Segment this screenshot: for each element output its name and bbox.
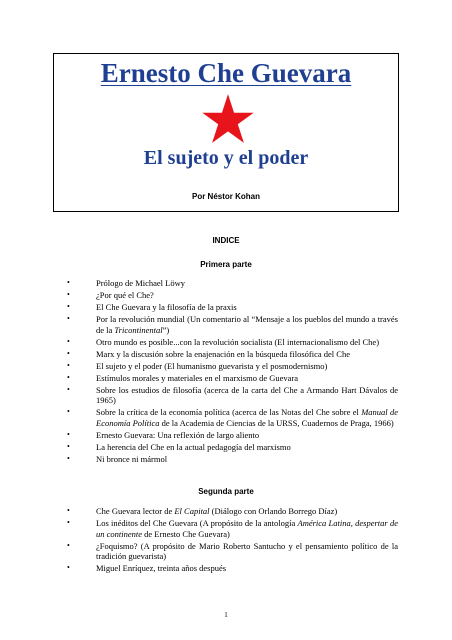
toc-item-text: ¿Por qué el Che? [96, 290, 154, 300]
red-star-icon [201, 93, 255, 147]
bullet-icon: • [67, 506, 70, 515]
toc-item-italic-title: Manual de Economía Política [96, 407, 398, 428]
toc-item-text: Por la revolución mundial (Un comentario al “Mensaje a los pueblos del mundo a través de la [96, 314, 398, 335]
bullet-icon: • [67, 290, 70, 299]
toc-item-text: Otro mundo es posible...con la revolución socialista (El internacionalismo del Che) [96, 336, 380, 347]
toc-item-text: Marx y la discusión sobre la enajenación en la búsqueda filosófica del Che [96, 348, 350, 359]
bullet-icon: • [67, 314, 70, 323]
index-heading: INDICE [212, 236, 240, 245]
toc-item-text: ¿Foquismo? (A propósito de Mario Roberto Santucho y el pensamiento político de la tradición guevarista) [96, 540, 398, 561]
toc-item-text-tail: (Diálogo con Orlando Borrego Díaz) [209, 506, 338, 516]
toc-item [67, 407, 398, 428]
toc-item-text: Ernesto Guevara: Una reflexión de largo aliento [96, 429, 260, 440]
title-box [53, 53, 399, 212]
toc-item-italic-title: El Capital [174, 506, 210, 516]
toc-item [67, 372, 398, 384]
page-number: 1 [224, 611, 228, 619]
toc-item-text: Miguel Enríquez, treinta años después [96, 563, 227, 573]
toc-item [67, 348, 398, 360]
book-title: Ernesto Che Guevara [100, 58, 352, 88]
toc-item-text: Che Guevara lector de [96, 506, 175, 516]
bullet-icon: • [67, 441, 70, 451]
toc-item [67, 563, 398, 574]
bullet-icon: • [67, 540, 70, 550]
toc-item-text: El sujeto y el poder (El humanismo guevarista y el posmodernismo) [96, 360, 328, 371]
bullet-icon: • [67, 348, 70, 358]
toc-item-text: Prólogo de Michael Löwy [96, 278, 185, 288]
bullet-icon: • [67, 563, 70, 572]
bullet-icon: • [67, 407, 70, 416]
toc-item-text: La herencia del Che en la actual pedagogía del marxismo [96, 441, 291, 452]
part1-heading: Primera parte [200, 260, 252, 269]
toc-item [67, 453, 398, 465]
toc-item-text: Sobre la crítica de la economía política (acerca de las Notas del Che sobre el [96, 407, 362, 417]
toc-item-italic-title: América Latina, despertar de un continente [96, 518, 398, 539]
toc-item [67, 384, 398, 406]
toc-item [67, 441, 398, 453]
toc-item [67, 290, 398, 301]
bullet-icon: • [67, 360, 70, 370]
toc-item [67, 506, 398, 517]
toc-item-text-tail: de Ernesto Che Guevara) [142, 528, 230, 539]
toc-item [67, 540, 398, 562]
bullet-icon: • [67, 278, 70, 287]
part2-heading: Segunda parte [198, 487, 254, 496]
toc-item-text-tail: de la Academia de Ciencias de la URSS, Cuadernos de Praga, 1966) [159, 417, 394, 428]
bullet-icon: • [67, 302, 70, 311]
toc-item-text: Sobre los estudios de filosofía (acerca de la carta del Che a Armando Hart Dávalos de 1965) [96, 384, 398, 405]
bullet-icon: • [67, 429, 70, 439]
bullet-icon: • [67, 453, 70, 463]
toc-item-italic-title: Tricontinental [114, 324, 163, 335]
toc-item [67, 429, 398, 441]
toc-item-text: Los inéditos del Che Guevara (A propósito de la antología [96, 518, 298, 528]
toc-item-text: Estímulos morales y materiales en el marxismo de Guevara [96, 372, 299, 383]
toc-item [67, 518, 398, 539]
toc-item [67, 302, 398, 313]
bullet-icon: • [67, 384, 70, 394]
toc-item-text: El Che Guevara y la filosofía de la praxis [96, 302, 237, 312]
toc-item-text-tail: ”) [162, 324, 170, 335]
toc-item [67, 336, 398, 348]
book-subtitle: El sujeto y el poder [143, 147, 309, 169]
toc-item [67, 314, 398, 335]
toc-item-text: Ni bronce ni mármol [96, 453, 168, 464]
bullet-icon: • [67, 372, 70, 382]
bullet-icon: • [67, 336, 70, 346]
part2-toc-list [67, 506, 398, 575]
bullet-icon: • [67, 518, 70, 527]
toc-item [67, 278, 398, 289]
toc-item [67, 360, 398, 372]
author-byline: Por Néstor Kohan [191, 192, 260, 201]
part1-toc-list [67, 278, 398, 466]
